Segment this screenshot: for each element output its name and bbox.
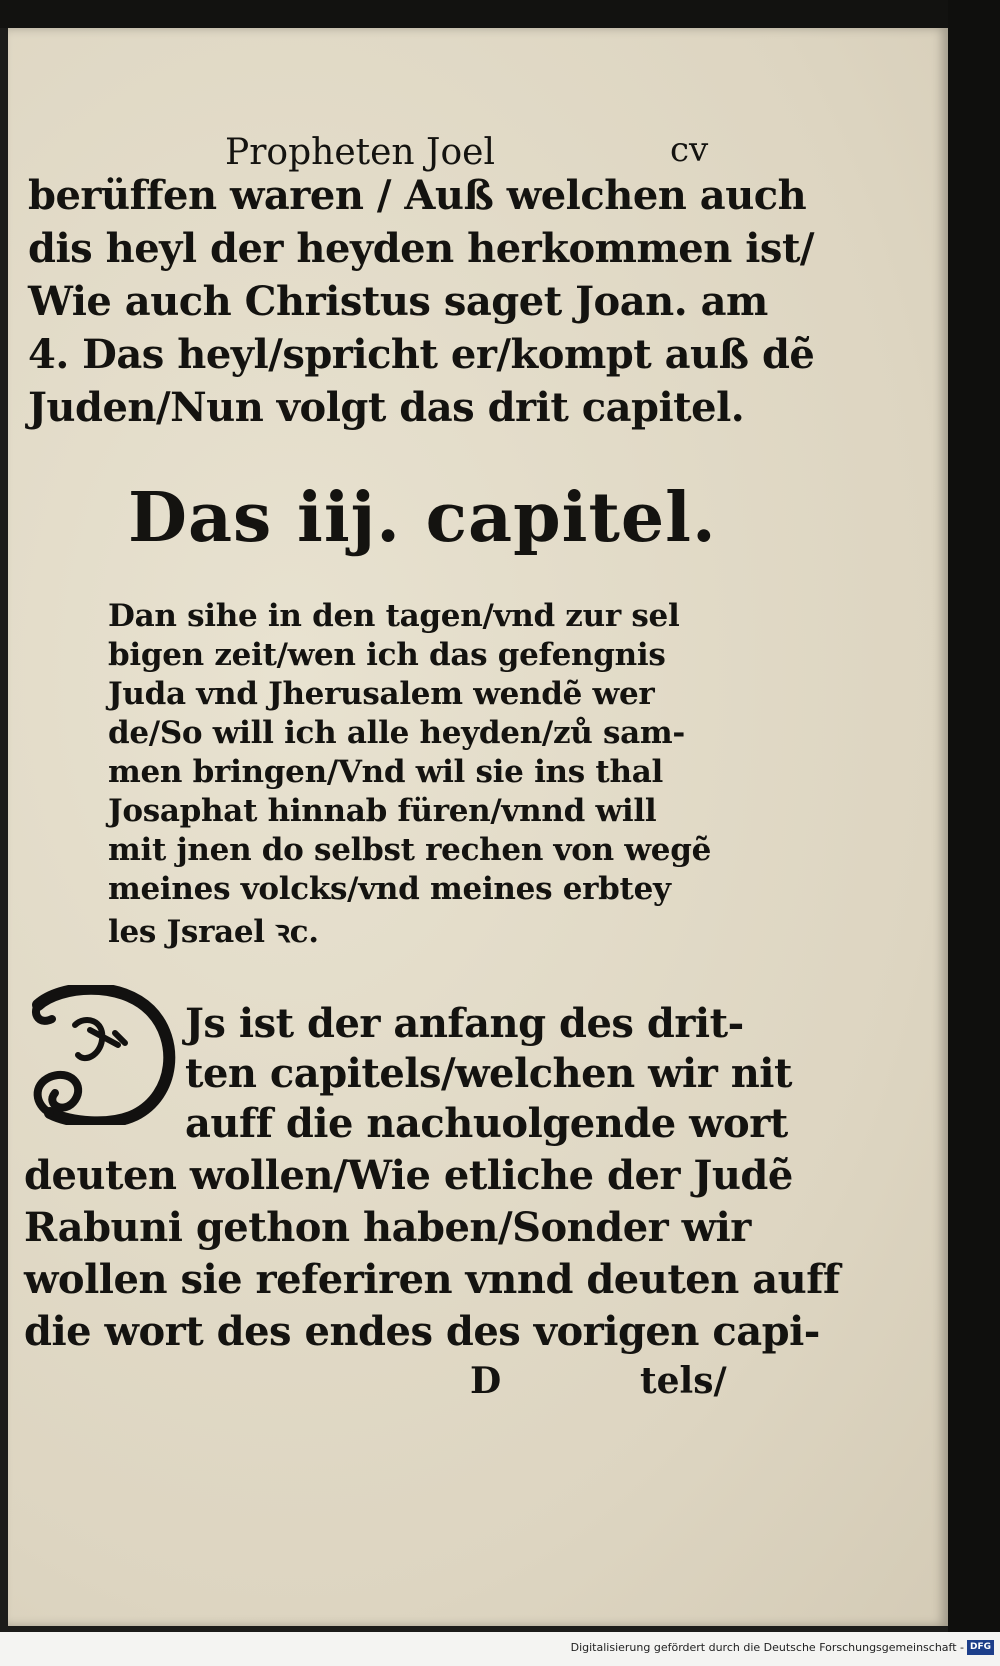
summary-line: les Jsrael ꝛc. [108,914,319,950]
text-line: 4. Das heyl/spricht er/kompt auß dẽ [28,331,815,378]
dfg-logo-icon: DFG [967,1640,994,1655]
text-line: die wort des endes des vorigen capi- [24,1308,820,1355]
summary-line: de/So will ich alle heyden/zů sam- [108,715,685,751]
summary-line: meines volcks/vnd meines erbtey [108,871,671,907]
signature-mark: D [470,1360,502,1402]
running-title: Propheten Joel [225,132,495,173]
text-line: deuten wollen/Wie etliche der Judẽ [24,1152,793,1199]
folio-number: cv [670,130,709,170]
right-border [948,0,1000,1666]
text-line: wollen sie referiren vnnd deuten auff [24,1256,840,1303]
summary-line: bigen zeit/wen ich das gefengnis [108,637,666,673]
top-border [0,0,1000,28]
text-line: Juden/Nun volgt das drit capitel. [28,384,745,431]
text-line: dis heyl der heyden herkommen ist/ [28,225,815,272]
catchword: tels/ [640,1360,727,1402]
text-line: berüffen waren / Auß welchen auch [28,172,807,219]
footer-bar [0,1632,1000,1666]
text-line: ten capitels/welchen wir nit [185,1050,792,1097]
summary-line: men bringen/Vnd wil sie ins thal [108,754,663,790]
summary-line: mit jnen do selbst rechen von wegẽ [108,832,711,868]
decorated-initial-icon [30,985,180,1125]
summary-line: Juda vnd Jherusalem wendẽ wer [108,676,655,712]
summary-line: Josaphat hinnab füren/vnnd will [108,793,657,829]
text-line: Rabuni gethon haben/Sonder wir [24,1204,751,1251]
text-line: auff die nachuolgende wort [185,1100,788,1147]
footer-credit: Digitalisierung gefördert durch die Deutsche Forschungsgemeinschaft - [570,1641,964,1654]
summary-line: Dan sihe in den tagen/vnd zur sel [108,598,680,634]
text-line: Wie auch Christus saget Joan. am [28,278,768,325]
text-line: Js ist der anfang des drit- [185,1000,744,1047]
chapter-title: Das iij. capitel. [128,478,717,558]
